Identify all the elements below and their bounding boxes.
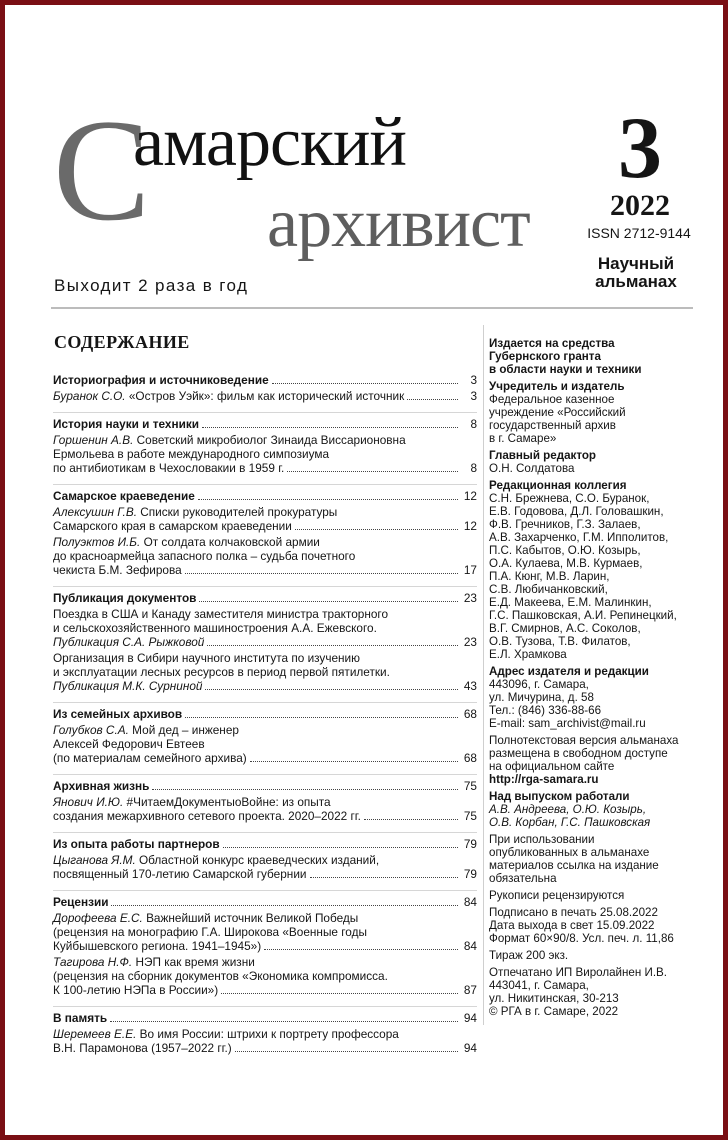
issue-year: 2022	[610, 189, 670, 222]
toc-entry-title-line: (рецензия на сборник документов «Экономика компромисса.	[53, 968, 388, 983]
toc-entry-text	[53, 1027, 399, 1041]
toc-section-page: 23	[463, 590, 477, 605]
toc-section-heading	[53, 417, 477, 431]
dot-leader	[152, 780, 458, 790]
imprint-block	[489, 665, 699, 730]
imprint-heading: Над выпуском работали	[489, 790, 630, 803]
imprint-line: на официальном сайте	[489, 760, 615, 773]
toc-entry-line	[53, 635, 477, 649]
toc-entry	[53, 607, 477, 649]
imprint-block	[489, 966, 699, 1018]
dot-leader	[264, 940, 458, 950]
toc-section-name: Самарское краеведение	[53, 488, 195, 503]
toc-entry-title-line: К 100-летию НЭПа в России»)	[53, 982, 219, 997]
imprint-heading: Издается на средства	[489, 337, 615, 350]
toc-entry-page: 12	[463, 518, 477, 533]
imprint-line: Рукописи рецензируются	[489, 889, 625, 902]
imprint-line: Е.Л. Храмкова	[489, 648, 567, 661]
toc-entry-text	[53, 549, 355, 563]
dot-leader	[202, 418, 458, 428]
toc-section	[53, 373, 477, 403]
toc-entry-page: 17	[463, 562, 477, 577]
imprint-line: При использовании	[489, 833, 595, 846]
toc-entry-title-line: и эксплуатации лесных ресурсов в период первой пятилетки.	[53, 664, 390, 679]
dot-leader	[250, 752, 458, 762]
issue-number: 3	[618, 100, 662, 197]
toc-entry-text	[53, 535, 320, 549]
imprint-line: А.В. Захарченко, Г.М. Ипполитов,	[489, 531, 669, 544]
toc-entry	[53, 1027, 477, 1055]
toc-entry-text	[53, 607, 388, 621]
toc-entry-line	[53, 549, 477, 563]
toc-entry-page: 68	[463, 750, 477, 765]
toc-section	[53, 1006, 477, 1055]
toc-entry-line	[53, 621, 477, 635]
toc-section-name: Рецензии	[53, 894, 109, 909]
toc-entry-text	[53, 621, 377, 635]
imprint-line: E-mail: sam_archivist@mail.ru	[489, 717, 646, 730]
imprint-line: Дата выхода в свет 15.09.2022	[489, 919, 655, 932]
toc-section-heading	[53, 895, 477, 909]
toc-entry-line	[53, 607, 477, 621]
dot-leader	[235, 1042, 458, 1052]
toc-entry-text	[53, 911, 358, 925]
toc-entry-title-line: создания межархивного сетевого проекта. 2020–2022 гг.	[53, 808, 361, 823]
imprint-line: А.В. Андреева, О.Ю. Козырь,	[489, 803, 647, 816]
toc-entry-text	[53, 563, 182, 577]
imprint-block	[489, 380, 699, 445]
toc-entry-page: 84	[463, 938, 477, 953]
toc-section	[53, 484, 477, 577]
almanac-line-2: альманах	[595, 271, 677, 291]
imprint-line: Тел.: (846) 336-88-66	[489, 704, 602, 717]
toc-section-heading	[53, 1011, 477, 1025]
toc-entry-text	[53, 853, 379, 867]
publication-frequency: Выходит 2 раза в год	[54, 276, 249, 295]
toc-entry-line	[53, 651, 477, 665]
toc-entry-title-line: Алексей Федорович Евтеев	[53, 736, 205, 751]
dot-leader	[185, 708, 458, 718]
toc-entry-text	[53, 389, 404, 403]
toc-entry-line	[53, 563, 477, 577]
toc-entry-title-line: «Остров Уэйк»: фильм как исторический источник	[128, 388, 405, 403]
toc-section-heading	[53, 707, 477, 721]
issn-label: ISSN 2712-9144	[587, 225, 691, 241]
imprint-heading: Главный редактор	[489, 449, 597, 462]
column-divider	[483, 325, 484, 1025]
toc-entry-title-line: В.Н. Парамонова (1957–2022 гг.)	[53, 1040, 232, 1055]
toc-entry-page: 23	[463, 634, 477, 649]
toc-section-heading	[53, 489, 477, 503]
toc-section-page: 3	[470, 372, 477, 387]
dot-leader	[110, 1012, 458, 1022]
imprint-line: Подписано в печать 25.08.2022	[489, 906, 658, 919]
toc-section-name: Историография и источниковедение	[53, 372, 269, 387]
toc-entry	[53, 433, 477, 475]
toc-entry-title-line: (рецензия на монографию Г.А. Широкова «Военные годы	[53, 924, 367, 939]
toc-entry-text	[53, 955, 255, 969]
toc-entry-title-line: От солдата колчаковской армии	[143, 534, 320, 549]
toc-entry-text	[53, 461, 284, 475]
toc-entry-line	[53, 1041, 477, 1055]
imprint-line: © РГА в г. Самаре, 2022	[489, 1005, 619, 1018]
imprint-line: обязательна	[489, 872, 557, 885]
toc-entry-title-line: посвященный 170-летию Самарской губернии	[53, 866, 307, 881]
toc-entry-line	[53, 939, 477, 953]
dot-leader	[199, 592, 458, 602]
toc-entry-line	[53, 461, 477, 475]
toc-entry-text	[53, 939, 261, 953]
imprint-line: Тираж 200 экз.	[489, 949, 569, 962]
toc-entry-text	[53, 795, 331, 809]
toc-entry-title-line: чекиста Б.М. Зефирова	[53, 562, 182, 577]
toc-entry-text	[53, 505, 337, 519]
imprint-line: П.С. Кабытов, О.Ю. Козырь,	[489, 544, 641, 557]
dot-leader	[364, 810, 458, 820]
imprint-line: О.А. Кулаева, М.В. Курмаев,	[489, 557, 643, 570]
toc-section	[53, 586, 477, 693]
toc-section	[53, 832, 477, 881]
toc-section-page: 79	[463, 836, 477, 851]
imprint-line: Г.С. Пашковская, А.И. Репинецкий,	[489, 609, 677, 622]
toc-entry-text	[53, 751, 247, 765]
toc-entry-line	[53, 911, 477, 925]
imprint-block	[489, 906, 699, 945]
toc-entry-line	[53, 969, 477, 983]
toc-entry-line	[53, 447, 477, 461]
imprint-line: С.В. Любичанковский,	[489, 583, 608, 596]
toc-entry-text	[53, 433, 406, 447]
toc-section-name: Архивная жизнь	[53, 778, 150, 793]
dot-leader	[310, 868, 458, 878]
imprint-block	[489, 949, 699, 962]
imprint-line: Ф.В. Гречников, Г.З. Залаев,	[489, 518, 641, 531]
toc-entry-line	[53, 519, 477, 533]
toc-entry-line	[53, 853, 477, 867]
toc-entry-author: Шеремеев Е.Е.	[53, 1026, 137, 1041]
toc-entry-title-line: Советский микробиолог Зинаида Виссарионовна	[136, 432, 406, 447]
imprint-line: 443041, г. Самара,	[489, 979, 589, 992]
imprint-line: государственный архив	[489, 419, 616, 432]
toc-section-page: 75	[463, 778, 477, 793]
toc-entry-text	[53, 635, 204, 649]
imprint-line: опубликованных в альманахе	[489, 846, 650, 859]
imprint-block	[489, 479, 699, 661]
imprint-line: П.А. Кюнг, М.В. Ларин,	[489, 570, 610, 583]
imprint-block	[489, 449, 699, 475]
toc-section-page: 12	[463, 488, 477, 503]
imprint-line: Е.Д. Макеева, Е.М. Малинкин,	[489, 596, 652, 609]
toc-entry	[53, 651, 477, 693]
imprint-block	[489, 790, 699, 829]
toc-entry-text	[53, 983, 218, 997]
dot-leader	[223, 838, 458, 848]
toc-entry-title-line: Мой дед – инженер	[132, 722, 239, 737]
imprint-line: Федеральное казенное	[489, 393, 615, 406]
imprint-block	[489, 734, 699, 786]
toc-entry-line	[53, 795, 477, 809]
toc-entry-author: Голубков С.А.	[53, 722, 129, 737]
toc-entry-line	[53, 389, 477, 403]
toc-entry-text	[53, 519, 292, 533]
header-divider	[51, 307, 693, 309]
toc-entry-title-line: и сельскохозяйственного машиностроения А.А. Ежевского.	[53, 620, 377, 635]
title-initial-letter: С	[53, 89, 151, 251]
toc-entry	[53, 535, 477, 577]
toc-entry-line	[53, 1027, 477, 1041]
toc-entry	[53, 795, 477, 823]
toc-entry-page: 43	[463, 678, 477, 693]
toc-entry-author: Цыганова Я.М.	[53, 852, 136, 867]
toc-entry-title-line: Поездка в США и Канаду заместителя министра тракторного	[53, 606, 389, 621]
toc-section-heading	[53, 373, 477, 387]
toc-entry	[53, 853, 477, 881]
toc-entry-line	[53, 679, 477, 693]
toc-section-page: 94	[463, 1010, 477, 1025]
toc-entry-page: 79	[463, 866, 477, 881]
toc-entry	[53, 955, 477, 997]
toc-entry-text	[53, 447, 329, 461]
toc-entry-publisher: Публикация М.К. Сурниной	[53, 678, 203, 693]
toc-section	[53, 702, 477, 765]
almanac-line-1: Научный	[597, 254, 675, 273]
imprint-heading: Редакционная коллегия	[489, 479, 627, 492]
table-of-contents	[53, 333, 477, 1064]
imprint-line: 443096, г. Самара,	[489, 678, 589, 691]
imprint-line: О.Н. Солдатова	[489, 462, 575, 475]
toc-entry-title-line: Списки руководителей прокуратуры	[140, 504, 338, 519]
toc-entry-title-line: (по материалам семейного архива)	[53, 750, 247, 765]
imprint-line: Полнотекстовая версия альманаха	[489, 734, 679, 747]
imprint-line: материалов ссылка на издание	[489, 859, 659, 872]
toc-entry-text	[53, 925, 367, 939]
imprint-block	[489, 889, 699, 902]
toc-entry-title-line: до красноармейца запасного полка – судьба почетного	[53, 548, 356, 563]
journal-cover-page	[5, 5, 723, 1135]
title-line-2: архивист	[267, 185, 530, 262]
toc-entry-title-line: #ЧитаемДокументыоВойне: из опыта	[126, 794, 331, 809]
toc-entry-text	[53, 737, 205, 751]
dot-leader	[407, 390, 458, 400]
toc-entry-author: Тагирова Н.Ф.	[53, 954, 133, 969]
toc-entry-page: 94	[463, 1040, 477, 1055]
toc-entry-title-line: Ермольева в работе международного симпозиума	[53, 446, 330, 461]
toc-section-heading	[53, 591, 477, 605]
imprint-line: ул. Никитинская, 30-213	[489, 992, 619, 1005]
toc-section-name: Из семейных архивов	[53, 706, 183, 721]
imprint-line: учреждение «Российский	[489, 406, 626, 419]
toc-section	[53, 774, 477, 823]
toc-section	[53, 412, 477, 475]
imprint-block	[489, 337, 699, 376]
toc-entry-title-line: Важнейший источник Великой Победы	[146, 910, 359, 925]
imprint-line: Отпечатано ИП Виролайнен И.В.	[489, 966, 668, 979]
toc-entry-title-line: Самарского края в самарском краеведении	[53, 518, 292, 533]
toc-entry-title-line: НЭП как время жизни	[135, 954, 255, 969]
toc-entry-text	[53, 723, 239, 737]
toc-entry-line	[53, 983, 477, 997]
toc-entry-publisher: Публикация С.А. Рыжковой	[53, 634, 205, 649]
title-line-1: амарский	[133, 104, 406, 181]
toc-entry-text	[53, 679, 202, 693]
imprint-line: в г. Самаре»	[489, 432, 557, 445]
toc-entry-text	[53, 651, 360, 665]
dot-leader	[185, 564, 458, 574]
dot-leader	[287, 462, 458, 472]
toc-entry-page: 3	[470, 388, 477, 403]
toc-entry	[53, 505, 477, 533]
dot-leader	[205, 680, 458, 690]
toc-entry-line	[53, 751, 477, 765]
toc-section-page: 84	[463, 894, 477, 909]
toc-entry-line	[53, 505, 477, 519]
toc-entry-line	[53, 723, 477, 737]
toc-entry-author: Буранок С.О.	[53, 388, 126, 403]
toc-entry-title-line: Куйбышевского региона. 1941–1945»)	[53, 938, 262, 953]
almanac-label	[575, 255, 697, 291]
imprint-heading: Губернского гранта	[489, 350, 601, 363]
toc-entry-line	[53, 867, 477, 881]
toc-title: СОДЕРЖАНИЕ	[54, 332, 190, 352]
imprint-heading: http://rga-samara.ru	[489, 773, 599, 786]
toc-entry-text	[53, 665, 390, 679]
imprint-block	[489, 833, 699, 885]
toc-entry-title-line: Организация в Сибири научного института по изучению	[53, 650, 360, 665]
toc-entry-line	[53, 809, 477, 823]
dot-leader	[221, 984, 458, 994]
toc-section-page: 8	[470, 416, 477, 431]
toc-entry-text	[53, 969, 388, 983]
toc-entry-line	[53, 955, 477, 969]
toc-section	[53, 890, 477, 997]
toc-entry	[53, 911, 477, 953]
toc-section-name: Из опыта работы партнеров	[53, 836, 220, 851]
toc-entry-text	[53, 1041, 232, 1055]
imprint-line: С.Н. Брежнева, С.О. Буранок,	[489, 492, 650, 505]
toc-entry	[53, 389, 477, 403]
imprint-heading: в области науки и техники	[489, 363, 642, 376]
imprint-line: О.В. Тузова, Т.В. Филатов,	[489, 635, 631, 648]
dot-leader	[207, 636, 458, 646]
toc-section-name: Публикация документов	[53, 590, 197, 605]
imprint-line: ул. Мичурина, д. 58	[489, 691, 594, 704]
toc-entry-page: 87	[463, 982, 477, 997]
toc-section-heading	[53, 779, 477, 793]
toc-entry-line	[53, 737, 477, 751]
toc-entry-author: Алексушин Г.В.	[53, 504, 137, 519]
imprint-heading: Адрес издателя и редакции	[489, 665, 649, 678]
toc-entry-title-line: Областной конкурс краеведческих изданий,	[139, 852, 380, 867]
toc-entry-page: 8	[470, 460, 477, 475]
toc-section-name: История науки и техники	[53, 416, 199, 431]
imprint-line: размещена в свободном доступе	[489, 747, 668, 760]
toc-entry-text	[53, 809, 361, 823]
imprint-line: О.В. Корбан, Г.С. Пашковская	[489, 816, 651, 829]
dot-leader	[295, 520, 458, 530]
toc-entry-line	[53, 925, 477, 939]
toc-entry-author: Дорофеева Е.С.	[53, 910, 143, 925]
toc-entry-text	[53, 867, 307, 881]
imprint-heading: Учредитель и издатель	[489, 380, 625, 393]
toc-entry-line	[53, 665, 477, 679]
dot-leader	[111, 896, 458, 906]
imprint-line: Формат 60×90/8. Усл. печ. л. 11,86	[489, 932, 674, 945]
toc-entry-line	[53, 433, 477, 447]
dot-leader	[198, 490, 458, 500]
dot-leader	[272, 374, 458, 384]
toc-entry	[53, 723, 477, 765]
toc-section-heading	[53, 837, 477, 851]
imprint-line: В.Г. Смирнов, А.С. Соколов,	[489, 622, 641, 635]
imprint-line: Е.В. Годовова, Д.Л. Головашкин,	[489, 505, 664, 518]
toc-entry-author: Янович И.Ю.	[53, 794, 124, 809]
toc-entry-author: Полуэктов И.Б.	[53, 534, 141, 549]
toc-entry-page: 75	[463, 808, 477, 823]
toc-section-page: 68	[463, 706, 477, 721]
toc-section-name: В память	[53, 1010, 108, 1025]
imprint-sidebar	[489, 337, 699, 1022]
toc-entry-line	[53, 535, 477, 549]
toc-entry-title-line: Во имя России: штрихи к портрету профессора	[139, 1026, 399, 1041]
toc-entry-author: Горшенин А.В.	[53, 432, 134, 447]
toc-entry-title-line: по антибиотикам в Чехословакии в 1959 г.	[53, 460, 285, 475]
